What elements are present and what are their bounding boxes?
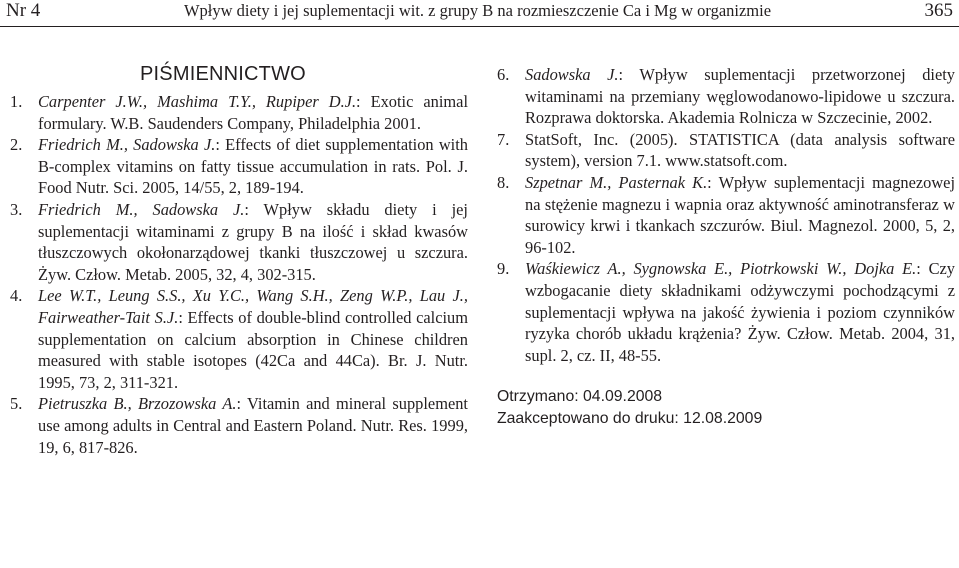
reference-body (525, 64, 955, 129)
reference-body (38, 199, 468, 285)
reference-text: : Wpływ suplementacji magnezowej na stężenie magnezu i wapnia oraz aktywność aminotransferaz w surowicy krwi i tkankach szczurów. Biul. Magnezol. 2000, 5, 2, 96-102. (525, 172, 955, 257)
reference-number: 1. (10, 92, 23, 111)
reference-item (497, 64, 955, 129)
article-dates (497, 386, 955, 429)
reference-text: : Effects of diet supplementation with B-complex vitamins on fatty tissue accumulation in rats. Pol. J. Food Nutr. Sci. 2005, 14/55, 2, 189-194. (38, 135, 468, 198)
received-date: Otrzymano: 04.09.2008 (497, 388, 663, 406)
page-number: 365 (924, 0, 953, 21)
reference-authors: Pietruszka B., Brzozowska A. (38, 394, 237, 414)
running-title: Wpływ diety i jej suplementacji wit. z grupy B na rozmieszczenie Ca i Mg w organizmie (183, 1, 772, 20)
reference-authors: Friedrich M., Sadowska J. (38, 199, 245, 219)
reference-body (38, 393, 468, 458)
reference-number: 5. (10, 394, 23, 414)
reference-authors: Sadowska J. (525, 65, 619, 84)
reference-item (10, 199, 468, 285)
reference-body (525, 172, 955, 258)
reference-item (10, 393, 468, 458)
reference-item (497, 172, 955, 258)
reference-text: : Wpływ suplementacji przetworzonej diety witaminami na przemiany węglowodanowo-lipidowe u szczura. Rozprawa doktorska. Akademia Rolnicza w Szczecinie, 2002. (525, 65, 955, 128)
reference-body (38, 91, 468, 134)
running-header (0, 0, 959, 28)
reference-text: StatSoft, Inc. (2005). STATISTICA (data analysis software system), version 7.1. www.statsoft.com. (525, 129, 955, 171)
reference-text: : Czy wzbogacanie diety składnikami odżywczymi pochodzącymi z suplementacji wpływa na jakość żywienia i poziom czynników ryzyka chorób układu krążenia? Żyw. Człow. Metab. 2004, 31, supl. 2, cz. II, 48-55. (525, 259, 955, 365)
reference-authors: Waśkiewicz A., Sygnowska E., Piotrkowski W., Dojka E. (525, 259, 917, 279)
reference-text: : Vitamin and mineral supplement use among adults in Central and Eastern Poland. Nutr. Res. 1999, 19, 6, 817-826. (38, 394, 468, 457)
reference-number: 6. (497, 65, 510, 84)
reference-item (10, 285, 468, 393)
reference-text: : Effects of double-blind controlled calcium supplementation on calcium absorption in Chinese children measured with stable isotopes (42Ca and 44Ca). Br. J. Nutr. 1995, 73, 2, 311-321. (38, 307, 468, 392)
accepted-date: Zaakceptowano do druku: 12.08.2009 (497, 409, 763, 427)
reference-item (10, 134, 468, 199)
reference-number: 7. (497, 129, 510, 149)
left-column (10, 62, 468, 458)
reference-number: 8. (497, 172, 510, 192)
header-rule (0, 26, 959, 27)
journal-issue: Nr 4 (6, 0, 41, 21)
reference-authors: Carpenter J.W., Mashima T.Y., Rupiper D.J. (38, 92, 357, 111)
reference-number: 4. (10, 286, 23, 306)
reference-item (10, 91, 468, 134)
right-column (497, 64, 955, 430)
reference-item (497, 129, 955, 172)
reference-text: : Exotic animal formulary. W.B. Saudenders Company, Philadelphia 2001. (38, 92, 468, 133)
reference-item (497, 258, 955, 366)
reference-authors: Friedrich M., Sadowska J. (38, 135, 216, 155)
reference-body (525, 258, 955, 366)
reference-text: : Wpływ składu diety i jej suplementacji witaminami z grupy B na ilość i skład kwasów tłuszczowych okołonarządowej tkanki tłuszczowej u szczura. Żyw. Człow. Metab. 2005, 32, 4, 302-315. (38, 199, 468, 284)
reference-body (38, 134, 468, 199)
reference-body (38, 285, 468, 393)
reference-authors: Szpetnar M., Pasternak K. (525, 172, 708, 192)
section-title: PIŚMIENNICTWO (140, 63, 306, 85)
reference-authors: Lee W.T., Leung S.S., Xu Y.C., Wang S.H., Zeng W.P., Lau J., Fairweather-Tait S.J. (38, 286, 468, 327)
reference-number: 2. (10, 135, 23, 155)
reference-number: 3. (10, 199, 23, 219)
reference-body (525, 129, 955, 172)
reference-number: 9. (497, 259, 510, 279)
